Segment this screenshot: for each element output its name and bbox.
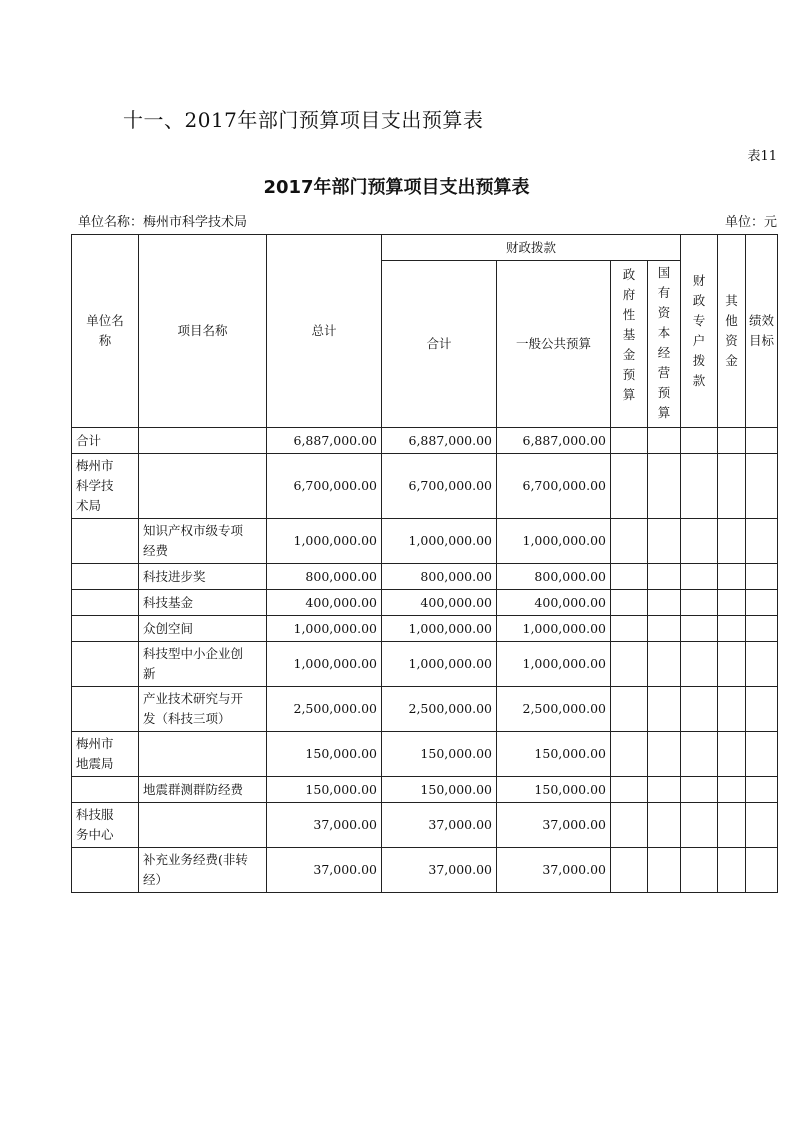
header-fiscal-special-account	[681, 235, 718, 428]
unit-name-cell	[72, 519, 139, 564]
header-char: 府	[622, 287, 636, 302]
empty-cell	[681, 732, 718, 777]
header-unit-line: 称	[98, 333, 112, 348]
empty-cell	[681, 616, 718, 642]
total-amount-cell: 400,000.00	[267, 590, 382, 616]
header-char: 本	[657, 325, 671, 340]
project-name-line: 经）	[143, 872, 169, 887]
project-name-line: 众创空间	[143, 620, 194, 636]
empty-cell	[611, 590, 648, 616]
header-char: 经	[657, 345, 671, 360]
header-char: 算	[622, 387, 636, 402]
empty-cell	[648, 519, 681, 564]
table-row	[72, 642, 778, 687]
header-gov-fund-budget	[611, 261, 648, 428]
subtotal-amount-cell: 37,000.00	[382, 803, 497, 848]
empty-cell	[648, 777, 681, 803]
unit-name-cell	[72, 616, 139, 642]
table-row	[72, 519, 778, 564]
empty-cell	[746, 848, 778, 893]
unit-name-cell	[72, 687, 139, 732]
project-name-line: 产业技术研究与开	[143, 691, 244, 706]
unit-name-cell	[72, 428, 139, 454]
unit-name-cell	[72, 848, 139, 893]
total-amount-cell: 150,000.00	[267, 777, 382, 803]
header-char: 资	[725, 333, 738, 348]
header-char: 政	[622, 267, 636, 282]
project-name-line: 新	[143, 666, 156, 681]
project-name-cell	[139, 848, 267, 893]
empty-cell	[611, 732, 648, 777]
page-heading: 十一、2017年部门预算项目支出预算表	[123, 108, 484, 132]
table-title: 2017年部门预算项目支出预算表	[263, 177, 530, 198]
header-unit-name	[72, 235, 139, 428]
unit-name-cell	[72, 454, 139, 519]
table-row	[72, 687, 778, 732]
project-name-cell	[139, 687, 267, 732]
empty-cell	[648, 642, 681, 687]
project-name-line: 科技基金	[143, 594, 194, 610]
table-row	[72, 616, 778, 642]
empty-cell	[648, 848, 681, 893]
project-name-cell	[139, 428, 267, 454]
empty-cell	[718, 848, 746, 893]
general-amount-cell: 6,887,000.00	[497, 428, 611, 454]
subtotal-amount-cell: 400,000.00	[382, 590, 497, 616]
header-char: 政	[692, 293, 706, 308]
general-amount-cell: 2,500,000.00	[497, 687, 611, 732]
general-amount-cell: 800,000.00	[497, 564, 611, 590]
table-row	[72, 777, 778, 803]
empty-cell	[648, 428, 681, 454]
empty-cell	[746, 732, 778, 777]
empty-cell	[681, 848, 718, 893]
table-row	[72, 848, 778, 893]
subtotal-amount-cell: 2,500,000.00	[382, 687, 497, 732]
general-amount-cell: 37,000.00	[497, 803, 611, 848]
subtotal-amount-cell: 1,000,000.00	[382, 616, 497, 642]
empty-cell	[611, 803, 648, 848]
header-total: 总计	[267, 235, 382, 428]
table-row	[72, 590, 778, 616]
subtotal-amount-cell: 1,000,000.00	[382, 519, 497, 564]
empty-cell	[611, 454, 648, 519]
total-amount-cell: 6,700,000.00	[267, 454, 382, 519]
empty-cell	[681, 642, 718, 687]
empty-cell	[718, 590, 746, 616]
empty-cell	[746, 590, 778, 616]
empty-cell	[611, 564, 648, 590]
project-name-cell	[139, 732, 267, 777]
subtotal-amount-cell: 6,700,000.00	[382, 454, 497, 519]
project-name-cell	[139, 642, 267, 687]
empty-cell	[718, 732, 746, 777]
empty-cell	[746, 642, 778, 687]
project-name-line: 经费	[143, 543, 169, 558]
empty-cell	[718, 519, 746, 564]
header-fiscal-appropriation: 财政拨款	[382, 235, 681, 261]
empty-cell	[611, 616, 648, 642]
empty-cell	[718, 642, 746, 687]
project-name-line: 科技型中小企业创	[143, 646, 244, 661]
total-amount-cell: 37,000.00	[267, 803, 382, 848]
project-name-cell	[139, 616, 267, 642]
empty-cell	[718, 454, 746, 519]
subtotal-amount-cell: 800,000.00	[382, 564, 497, 590]
empty-cell	[681, 803, 718, 848]
unit-name-cell	[72, 732, 139, 777]
header-general-public-budget: 一般公共预算	[497, 261, 611, 428]
table-row	[72, 428, 778, 454]
empty-cell	[718, 616, 746, 642]
subtotal-amount-cell: 150,000.00	[382, 777, 497, 803]
subtotal-amount-cell: 1,000,000.00	[382, 642, 497, 687]
general-amount-cell: 1,000,000.00	[497, 519, 611, 564]
subtotal-amount-cell: 150,000.00	[382, 732, 497, 777]
empty-cell	[746, 564, 778, 590]
project-name-cell	[139, 590, 267, 616]
total-amount-cell: 6,887,000.00	[267, 428, 382, 454]
unit-name-line: 合计	[76, 432, 102, 448]
empty-cell	[718, 428, 746, 454]
general-amount-cell: 1,000,000.00	[497, 616, 611, 642]
total-amount-cell: 800,000.00	[267, 564, 382, 590]
header-char: 拨	[692, 353, 706, 368]
subtotal-amount-cell: 37,000.00	[382, 848, 497, 893]
empty-cell	[648, 803, 681, 848]
project-name-cell	[139, 564, 267, 590]
unit-name-line: 科技服	[76, 807, 114, 822]
empty-cell	[746, 777, 778, 803]
header-char: 其	[725, 293, 738, 308]
empty-cell	[681, 590, 718, 616]
empty-cell	[611, 519, 648, 564]
empty-cell	[681, 777, 718, 803]
subtotal-amount-cell: 6,887,000.00	[382, 428, 497, 454]
header-line: 绩效	[749, 313, 775, 328]
empty-cell	[746, 428, 778, 454]
table-body	[72, 428, 778, 893]
header-char: 财	[692, 273, 706, 288]
header-char: 款	[692, 373, 706, 388]
project-name-line: 科技进步奖	[143, 568, 206, 584]
general-amount-cell: 400,000.00	[497, 590, 611, 616]
table-row	[72, 803, 778, 848]
empty-cell	[648, 732, 681, 777]
empty-cell	[746, 616, 778, 642]
empty-cell	[648, 454, 681, 519]
header-char: 专	[692, 313, 706, 328]
header-char: 户	[692, 333, 706, 348]
empty-cell	[611, 687, 648, 732]
empty-cell	[611, 642, 648, 687]
unit-name-line: 地震局	[76, 756, 114, 771]
unit-name-cell	[72, 564, 139, 590]
header-char: 有	[657, 285, 671, 300]
header-char: 营	[657, 365, 671, 380]
general-amount-cell: 6,700,000.00	[497, 454, 611, 519]
header-unit-line: 单位名	[86, 313, 124, 328]
header-other-funds	[718, 235, 746, 428]
budget-table	[71, 234, 778, 893]
table-number: 表11	[747, 149, 777, 164]
total-amount-cell: 37,000.00	[267, 848, 382, 893]
empty-cell	[746, 519, 778, 564]
empty-cell	[611, 848, 648, 893]
header-performance-target	[746, 235, 778, 428]
empty-cell	[718, 777, 746, 803]
empty-cell	[648, 590, 681, 616]
empty-cell	[681, 564, 718, 590]
empty-cell	[718, 564, 746, 590]
header-char: 国	[657, 265, 671, 280]
header-char: 预	[657, 385, 671, 400]
total-amount-cell: 150,000.00	[267, 732, 382, 777]
empty-cell	[611, 777, 648, 803]
table-row	[72, 564, 778, 590]
general-amount-cell: 1,000,000.00	[497, 642, 611, 687]
unit-name-line: 梅州市	[76, 736, 114, 751]
project-name-line: 发（科技三项）	[143, 711, 231, 726]
general-amount-cell: 37,000.00	[497, 848, 611, 893]
empty-cell	[746, 454, 778, 519]
project-name-line: 地震群测群防经费	[143, 781, 244, 797]
header-char: 预	[622, 367, 636, 382]
unit-name-line: 务中心	[76, 827, 114, 842]
project-name-cell	[139, 454, 267, 519]
currency-unit-label: 单位：元	[724, 215, 777, 230]
empty-cell	[718, 687, 746, 732]
project-name-line: 知识产权市级专项	[143, 523, 244, 538]
unit-name-cell	[72, 803, 139, 848]
project-name-cell	[139, 803, 267, 848]
unit-name-cell	[72, 642, 139, 687]
unit-name-label: 单位名称：梅州市科学技术局	[78, 215, 248, 230]
empty-cell	[648, 616, 681, 642]
empty-cell	[611, 428, 648, 454]
unit-name-cell	[72, 777, 139, 803]
general-amount-cell: 150,000.00	[497, 732, 611, 777]
general-amount-cell: 150,000.00	[497, 777, 611, 803]
header-state-capital-budget	[648, 261, 681, 428]
header-project-name: 项目名称	[139, 235, 267, 428]
header-char: 性	[622, 307, 636, 322]
empty-cell	[746, 803, 778, 848]
empty-cell	[681, 519, 718, 564]
empty-cell	[648, 687, 681, 732]
project-name-line: 补充业务经费(非转	[143, 852, 248, 867]
empty-cell	[681, 687, 718, 732]
empty-cell	[648, 564, 681, 590]
header-char: 基	[622, 327, 636, 342]
project-name-cell	[139, 519, 267, 564]
empty-cell	[718, 803, 746, 848]
total-amount-cell: 1,000,000.00	[267, 616, 382, 642]
total-amount-cell: 1,000,000.00	[267, 642, 382, 687]
header-char: 金	[725, 353, 738, 368]
empty-cell	[681, 454, 718, 519]
unit-name-line: 梅州市	[76, 458, 114, 473]
header-subtotal: 合计	[382, 261, 497, 428]
empty-cell	[746, 687, 778, 732]
unit-name-line: 科学技	[76, 478, 114, 493]
unit-name-line: 术局	[76, 498, 102, 513]
header-char: 资	[657, 305, 671, 320]
table-row	[72, 454, 778, 519]
project-name-cell	[139, 777, 267, 803]
total-amount-cell: 2,500,000.00	[267, 687, 382, 732]
table-row	[72, 732, 778, 777]
total-amount-cell: 1,000,000.00	[267, 519, 382, 564]
header-char: 他	[725, 313, 738, 328]
header-line: 目标	[749, 333, 775, 348]
unit-name-cell	[72, 590, 139, 616]
empty-cell	[681, 428, 718, 454]
header-char: 算	[657, 405, 671, 420]
header-char: 金	[622, 347, 636, 362]
